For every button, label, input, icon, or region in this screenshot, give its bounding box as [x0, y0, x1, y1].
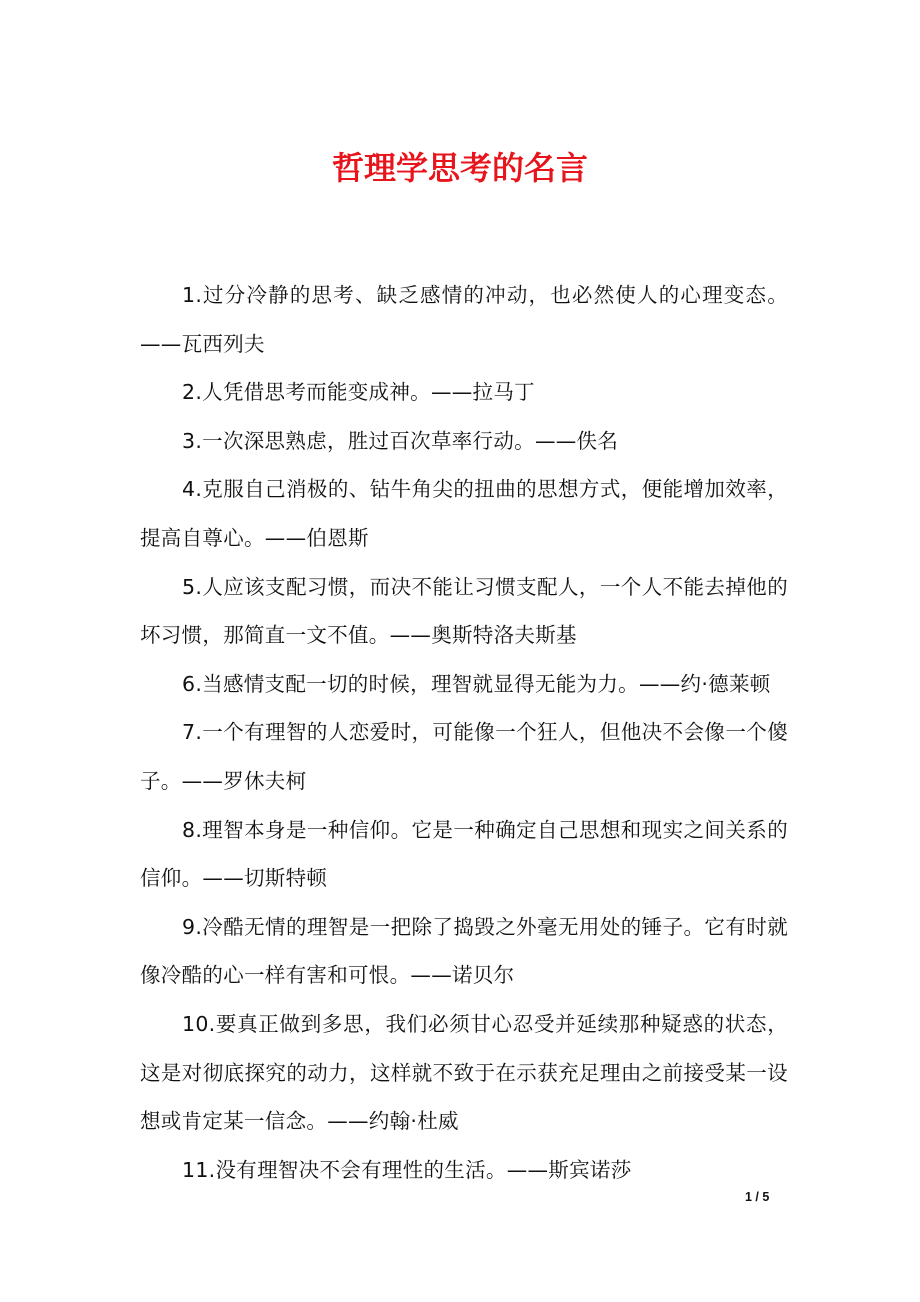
quote-paragraph: 7.一个有理智的人恋爱时，可能像一个狂人，但他决不会像一个傻子。——罗休夫柯: [140, 720, 788, 793]
quote-paragraph: 4.克服自己消极的、钻牛角尖的扭曲的思想方式，便能增加效率，提高自尊心。——伯恩斯: [140, 477, 788, 550]
quote-paragraph: 9.冷酷无情的理智是一把除了捣毁之外毫无用处的锤子。它有时就像冷酷的心一样有害和可恨。——诺贝尔: [140, 914, 788, 988]
page-indicator: 1 / 5: [745, 1190, 770, 1204]
quote-paragraph: 1.过分冷静的思考、缺乏感情的冲动，也必然使人的心理变态。——瓦西列夫: [140, 283, 788, 356]
document-body: [140, 271, 788, 1194]
quote-paragraph: 10.要真正做到多思，我们必须甘心忍受并延续那种疑惑的状态，这是对彻底探究的动力，这样就不致于在示获充足理由之前接受某一设想或肯定某一信念。——约翰·杜威: [140, 1011, 788, 1134]
quote-paragraph: 6.当感情支配一切的时候，理智就显得无能为力。——约·德莱顿: [182, 671, 771, 696]
quote-paragraph: 3.一次深思熟虑，胜过百次草率行动。——佚名: [182, 428, 619, 453]
quote-paragraph: 11.没有理智决不会有理性的生活。——斯宾诺莎: [182, 1157, 632, 1182]
quote-paragraph: 8.理智本身是一种信仰。它是一种确定自己思想和现实之间关系的信仰。——切斯特顿: [140, 817, 788, 891]
document-title: 哲理学思考的名言: [331, 149, 588, 187]
quote-paragraph: 2.人凭借思考而能变成神。——拉马丁: [182, 380, 535, 405]
quote-paragraph: 5.人应该支配习惯，而决不能让习惯支配人，一个人不能去掉他的坏习惯，那简直一文不值。——奥斯特洛夫斯基: [140, 574, 788, 648]
